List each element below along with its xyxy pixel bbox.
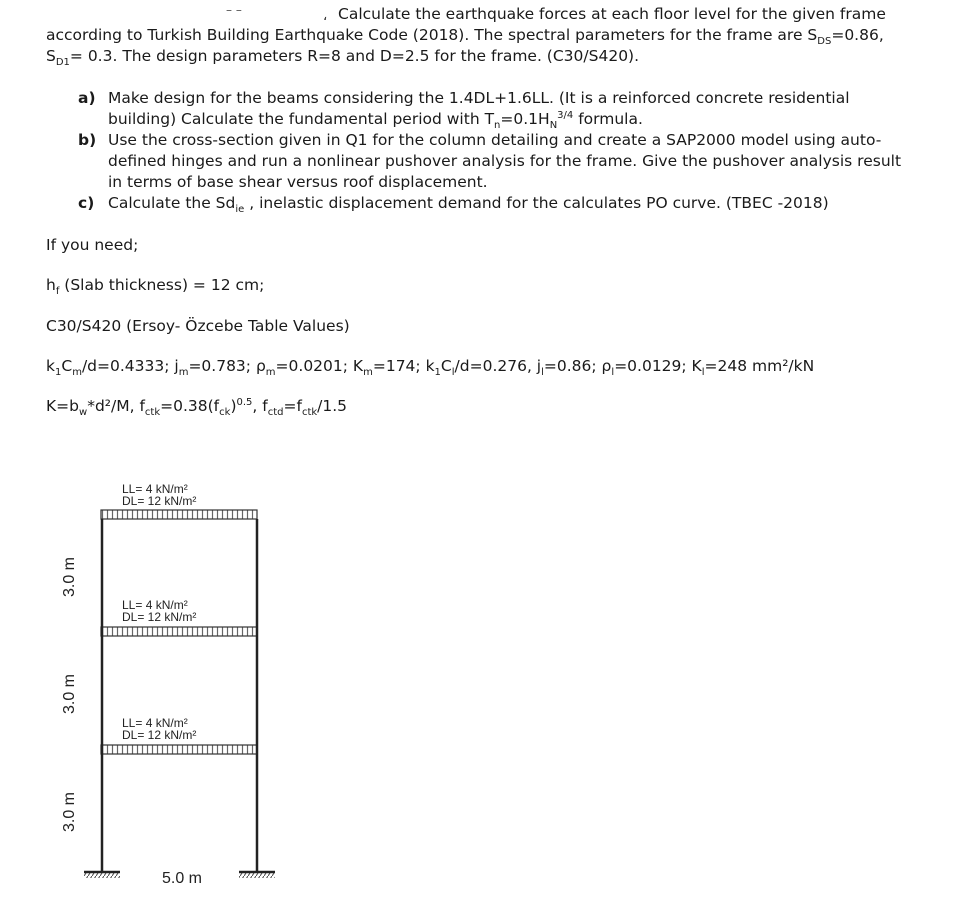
coef-part: /d=0.276, j <box>454 357 542 375</box>
coef-sub: m <box>363 367 373 379</box>
table-title: C30/S420 (Ersoy- Özcebe Table Values) <box>46 317 350 335</box>
task-c-end: , inelastic displacement demand for the calculates PO curve. (TBEC -2018) <box>244 194 829 212</box>
tn-subscript: n <box>494 120 501 132</box>
coef-sub: 1 <box>434 367 441 379</box>
coef-sub: l <box>451 367 455 379</box>
task-c-text: Calculate the Sd <box>108 194 236 212</box>
task-label: c) <box>78 194 95 212</box>
load-dl-roof: DL= 12 kN/m² <box>122 494 197 508</box>
slab-symbol: h <box>46 276 56 294</box>
formula-sup: 0.5 <box>236 396 253 408</box>
floor-2-slab <box>101 627 257 636</box>
sd1-subscript: D1 <box>55 57 70 69</box>
formula-sub: ctk <box>301 407 318 419</box>
formula-sub: w <box>79 407 88 419</box>
coef-part: =0.0201; K <box>275 357 364 375</box>
formula-part: =f <box>283 397 302 415</box>
slab-subscript: f <box>55 286 60 298</box>
scan-tick-mark: ، <box>323 9 328 24</box>
hn-subscript: N <box>549 120 558 132</box>
coef-part: =0.86; ρ <box>543 357 612 375</box>
coef-part: C <box>61 357 73 375</box>
task-text: Use the cross-section given in Q1 for the column detailing and create a SAP2000 model using auto-defined hinges and run a nonlinear pushover analysis for the frame. Give the pushover analysis result in terms of base shear versus roof displacement. <box>108 131 902 191</box>
coef-sub: l <box>541 367 544 379</box>
sds-value: =0.86, <box>831 26 884 44</box>
intro-line-1: Calculate the earthquake forces at each floor level for the given frame <box>338 5 886 23</box>
coef-part: =0.0129; K <box>614 357 702 375</box>
formula-sub: ctk <box>144 407 161 419</box>
formula-part: *d²/M, f <box>87 397 145 415</box>
coef-sub: m <box>265 367 276 379</box>
load-dl-floor-1: DL= 12 kN/m² <box>122 728 197 742</box>
intro-line-3: = 0.3. The design parameters R=8 and D=2.5 for the frame. (C30/S420). <box>69 47 640 65</box>
coef-part: C <box>440 357 452 375</box>
left-ground-hatch <box>84 873 120 878</box>
coef-sub: m <box>72 367 82 379</box>
coef-sub: 1 <box>54 367 62 379</box>
formula-part: ) <box>230 397 237 415</box>
scan-dash-mark: – – <box>226 3 242 17</box>
task-a-end: formula. <box>573 110 643 128</box>
coef-part: =0.783; ρ <box>188 357 266 375</box>
floor-1-slab <box>101 745 257 754</box>
task-a-text: Make design for the beams considering the 1.4DL+1.6LL. (It is a reinforced concrete residential building) Calculate the fundamental period with T <box>108 89 850 128</box>
load-ll-roof: LL= 4 kN/m² <box>122 482 188 496</box>
height-label-storey-1: 3.0 m <box>61 791 78 833</box>
formula-part: /1.5 <box>317 397 348 415</box>
intro-line-2: according to Turkish Building Earthquake Code (2018). The spectral parameters for the frame are S <box>46 26 818 44</box>
formula-part: K=b <box>46 397 79 415</box>
load-ll-floor-1: LL= 4 kN/m² <box>122 716 188 730</box>
formula-sub: ck <box>219 407 231 419</box>
slab-text: (Slab thickness) = 12 cm; <box>59 276 265 294</box>
sds-subscript: DS <box>817 36 832 48</box>
coef-part: /d=0.4333; j <box>81 357 179 375</box>
task-label: b) <box>78 131 97 149</box>
task-a-formula: =0.1H <box>500 110 550 128</box>
task-label: a) <box>78 89 96 107</box>
right-ground-hatch <box>239 873 275 878</box>
hn-exponent: 3/4 <box>557 109 574 121</box>
roof-slab <box>101 510 257 519</box>
coef-sub: m <box>178 367 189 379</box>
height-label-storey-3: 3.0 m <box>61 556 78 598</box>
formula-part: , f <box>252 397 268 415</box>
height-label-storey-2: 3.0 m <box>61 673 78 715</box>
coef-sub: l <box>701 367 705 379</box>
coef-part: =248 mm²/kN <box>704 357 815 375</box>
sdie-subscript: ie <box>235 204 245 216</box>
load-dl-floor-2: DL= 12 kN/m² <box>122 610 197 624</box>
coef-part: =174; k <box>372 357 435 375</box>
formula-part: =0.38(f <box>160 397 220 415</box>
load-ll-floor-2: LL= 4 kN/m² <box>122 598 188 612</box>
sd1-symbol: S <box>46 47 56 65</box>
formula-sub: ctd <box>267 407 284 419</box>
span-label: 5.0 m <box>161 870 203 887</box>
if-you-need: If you need; <box>46 236 139 254</box>
coef-sub: l <box>611 367 615 379</box>
coef-part: k <box>46 357 55 375</box>
